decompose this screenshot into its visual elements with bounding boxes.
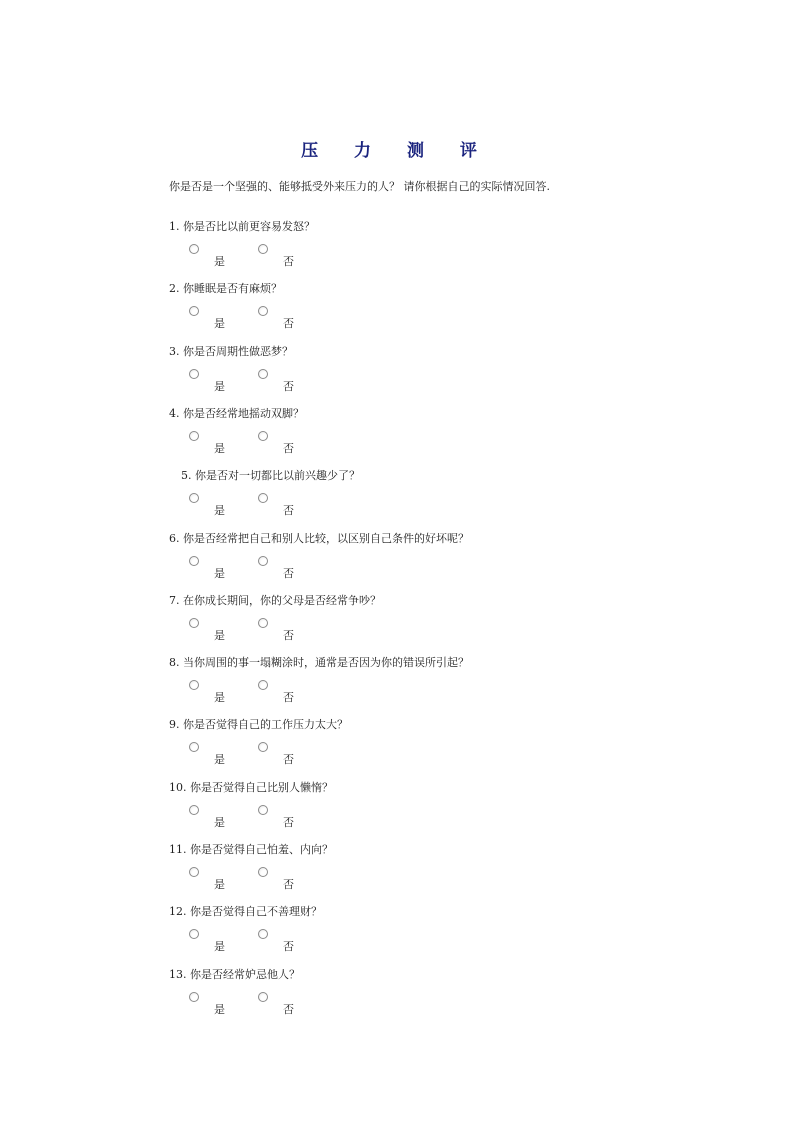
radio-no[interactable] — [258, 805, 268, 815]
option-label-yes: 是 — [214, 317, 225, 330]
question-text: 3. 你是否周期性做恶梦？ — [169, 345, 293, 358]
intro-text: 你是否是一个坚强的、能够抵受外来压力的人？ 请你根据自己的实际情况回答. — [169, 180, 550, 193]
question-item — [169, 903, 689, 965]
option-label-yes: 是 — [214, 380, 225, 393]
question-text: 4. 你是否经常地摇动双脚？ — [169, 407, 304, 420]
option-label-no: 否 — [283, 878, 294, 891]
question-text: 12. 你是否觉得自己不善理财？ — [169, 905, 322, 918]
radio-yes[interactable] — [189, 493, 199, 503]
radio-no[interactable] — [258, 493, 268, 503]
option-label-no: 否 — [283, 1003, 294, 1016]
question-item — [169, 716, 689, 778]
question-item — [169, 530, 689, 592]
question-text: 9. 你是否觉得自己的工作压力太大？ — [169, 718, 348, 731]
option-label-yes: 是 — [214, 629, 225, 642]
radio-no[interactable] — [258, 556, 268, 566]
radio-yes[interactable] — [189, 805, 199, 815]
option-label-yes: 是 — [214, 255, 225, 268]
page-title: 压 力 测 评 — [301, 141, 492, 161]
option-label-yes: 是 — [214, 691, 225, 704]
option-label-no: 否 — [283, 691, 294, 704]
option-label-yes: 是 — [214, 753, 225, 766]
radio-no[interactable] — [258, 867, 268, 877]
question-item — [169, 592, 689, 654]
option-label-no: 否 — [283, 317, 294, 330]
radio-yes[interactable] — [189, 742, 199, 752]
radio-yes[interactable] — [189, 929, 199, 939]
radio-yes[interactable] — [189, 867, 199, 877]
radio-no[interactable] — [258, 431, 268, 441]
question-text: 10. 你是否觉得自己比别人懒惰？ — [169, 781, 333, 794]
option-label-no: 否 — [283, 504, 294, 517]
radio-yes[interactable] — [189, 556, 199, 566]
question-item — [169, 966, 689, 1028]
option-label-yes: 是 — [214, 567, 225, 580]
question-text: 11. 你是否觉得自己怕羞、内向？ — [169, 843, 333, 856]
option-label-no: 否 — [283, 753, 294, 766]
question-item — [169, 654, 689, 716]
radio-yes[interactable] — [189, 369, 199, 379]
question-text: 1. 你是否比以前更容易发怒？ — [169, 220, 315, 233]
radio-no[interactable] — [258, 742, 268, 752]
radio-no[interactable] — [258, 929, 268, 939]
question-item — [169, 467, 689, 529]
radio-yes[interactable] — [189, 992, 199, 1002]
question-text: 2. 你睡眠是否有麻烦？ — [169, 282, 282, 295]
radio-no[interactable] — [258, 992, 268, 1002]
option-label-no: 否 — [283, 940, 294, 953]
option-label-no: 否 — [283, 442, 294, 455]
radio-no[interactable] — [258, 618, 268, 628]
option-label-yes: 是 — [214, 442, 225, 455]
option-label-no: 否 — [283, 380, 294, 393]
question-item — [169, 218, 689, 280]
option-label-yes: 是 — [214, 504, 225, 517]
option-label-no: 否 — [283, 816, 294, 829]
option-label-no: 否 — [283, 629, 294, 642]
question-item — [169, 841, 689, 903]
question-text: 7. 在你成长期间，你的父母是否经常争吵？ — [169, 594, 381, 607]
radio-yes[interactable] — [189, 618, 199, 628]
question-item — [169, 405, 689, 467]
radio-yes[interactable] — [189, 306, 199, 316]
radio-yes[interactable] — [189, 680, 199, 690]
radio-no[interactable] — [258, 244, 268, 254]
question-item — [169, 343, 689, 405]
radio-no[interactable] — [258, 680, 268, 690]
question-text: 8. 当你周围的事一塌糊涂时，通常是否因为你的错误所引起？ — [169, 656, 469, 669]
question-text: 5. 你是否对一切都比以前兴趣少了？ — [181, 469, 360, 482]
question-text: 6. 你是否经常把自己和别人比较，以区别自己条件的好坏呢？ — [169, 532, 469, 545]
radio-yes[interactable] — [189, 244, 199, 254]
question-item — [169, 280, 689, 342]
radio-yes[interactable] — [189, 431, 199, 441]
option-label-no: 否 — [283, 255, 294, 268]
option-label-yes: 是 — [214, 816, 225, 829]
option-label-yes: 是 — [214, 1003, 225, 1016]
option-label-yes: 是 — [214, 940, 225, 953]
option-label-no: 否 — [283, 567, 294, 580]
question-item — [169, 779, 689, 841]
question-text: 13. 你是否经常妒忌他人？ — [169, 968, 300, 981]
radio-no[interactable] — [258, 369, 268, 379]
radio-no[interactable] — [258, 306, 268, 316]
option-label-yes: 是 — [214, 878, 225, 891]
